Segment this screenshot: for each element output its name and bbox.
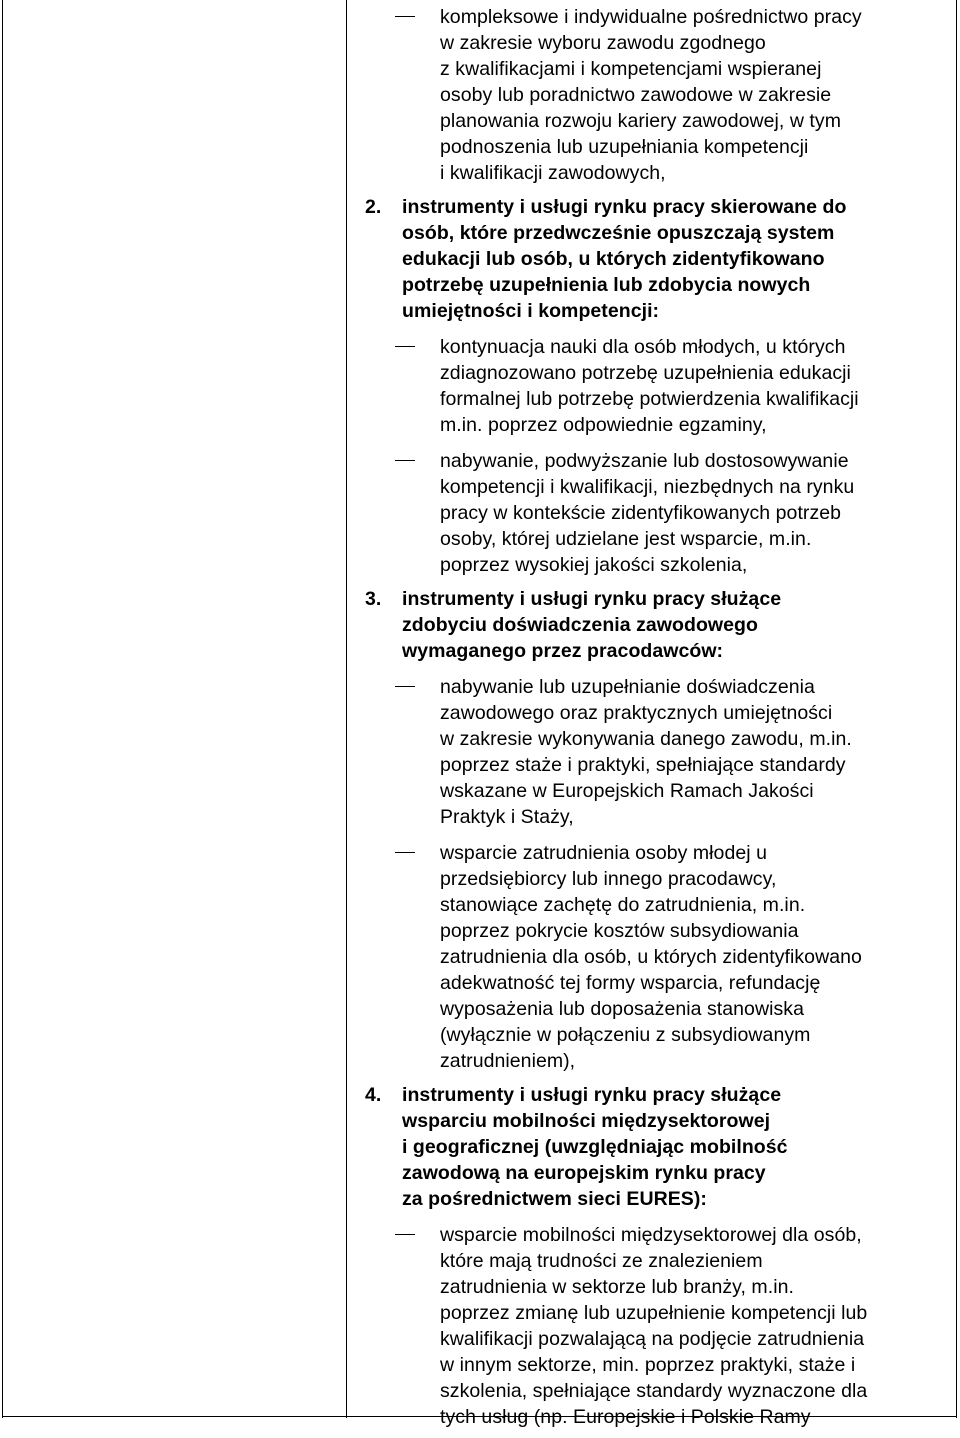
text-line: instrumenty i usługi rynku pracy skierowane do <box>402 196 847 218</box>
text-line: planowania rozwoju kariery zawodowej, w tym <box>440 110 841 132</box>
table-cell-content <box>365 4 945 1438</box>
spacer <box>365 578 945 586</box>
text-line: które mają trudności ze znalezieniem <box>440 1250 763 1272</box>
text-line: stanowiące zachętę do zatrudnienia, m.in. <box>440 894 806 916</box>
table-left-border <box>2 0 3 1418</box>
numbered-item <box>365 194 945 324</box>
text-line: kompetencji i kwalifikacji, niezbędnych na rynku <box>440 476 855 498</box>
table-column-divider <box>346 0 347 1418</box>
text-line: i kwalifikacji zawodowych, <box>440 162 666 184</box>
spacer <box>365 438 945 448</box>
text-line: wymaganego przez pracodawców: <box>402 640 724 662</box>
text-line: wsparciu mobilności międzysektorowej <box>402 1110 771 1132</box>
text-line: formalnej lub potrzebę potwierdzenia kwalifikacji <box>440 388 859 410</box>
dash-bullet-icon <box>395 346 415 347</box>
item-number: 3. <box>365 588 382 610</box>
text-line: przedsiębiorcy lub innego pracodawcy, <box>440 868 777 890</box>
bullet-item <box>365 1222 945 1430</box>
text-line: wskazane w Europejskich Ramach Jakości <box>440 780 814 802</box>
text-line: zdobyciu doświadczenia zawodowego <box>402 614 758 636</box>
numbered-item <box>365 1082 945 1212</box>
text-line: kontynuacja nauki dla osób młodych, u których <box>440 336 846 358</box>
text-line: instrumenty i usługi rynku pracy służące <box>402 588 782 610</box>
text-line: podnoszenia lub uzupełniania kompetencji <box>440 136 809 158</box>
text-line: poprzez pokrycie kosztów subsydiowania <box>440 920 799 942</box>
text-line: pracy w kontekście zidentyfikowanych potrzeb <box>440 502 842 524</box>
text-line: instrumenty i usługi rynku pracy służące <box>402 1084 782 1106</box>
dash-bullet-icon <box>395 1234 415 1235</box>
text-line: tych usług (np. Europejskie i Polskie Ramy <box>440 1406 811 1428</box>
bullet-item <box>365 840 945 1074</box>
text-line: wyposażenia lub doposażenia stanowiska <box>440 998 804 1020</box>
spacer <box>365 186 945 194</box>
text-line: edukacji lub osób, u których zidentyfikowano <box>402 248 825 270</box>
text-line: umiejętności i kompetencji: <box>402 300 660 322</box>
text-line: kwalifikacji pozwalającą na podjęcie zatrudnienia <box>440 1328 865 1350</box>
spacer <box>365 664 945 674</box>
text-line: i geograficznej (uwzględniając mobilność <box>402 1136 788 1158</box>
text-line: adekwatność tej formy wsparcia, refundację <box>440 972 821 994</box>
text-line: wsparcie mobilności międzysektorowej dla osób, <box>440 1224 862 1246</box>
text-line: osoby lub poradnictwo zawodowe w zakresie <box>440 84 832 106</box>
spacer <box>365 1074 945 1082</box>
item-heading <box>402 1082 945 1212</box>
text-line: w innym sektorze, min. poprzez praktyki, staże i <box>440 1354 856 1376</box>
bullet-item <box>365 448 945 578</box>
text-line: zatrudnienia w sektorze lub branży, m.in. <box>440 1276 794 1298</box>
text-line: poprzez zmianę lub uzupełnienie kompetencji lub <box>440 1302 868 1324</box>
text-line: nabywanie, podwyższanie lub dostosowywanie <box>440 450 849 472</box>
dash-bullet-icon <box>395 16 415 17</box>
spacer <box>365 1212 945 1222</box>
spacer <box>365 324 945 334</box>
numbered-item <box>365 586 945 664</box>
text-line: poprzez staże i praktyki, spełniające standardy <box>440 754 846 776</box>
text-line: osób, które przedwcześnie opuszczają system <box>402 222 835 244</box>
bullet-item <box>365 334 945 438</box>
text-line: z kwalifikacjami i kompetencjami wspieranej <box>440 58 822 80</box>
text-line: za pośrednictwem sieci EURES): <box>402 1188 707 1210</box>
text-line: potrzebę uzupełnienia lub zdobycia nowych <box>402 274 811 296</box>
item-heading <box>402 586 945 664</box>
text-line: (wyłącznie w połączeniu z subsydiowanym <box>440 1024 811 1046</box>
item-heading <box>402 194 945 324</box>
text-line: poprzez wysokiej jakości szkolenia, <box>440 554 748 576</box>
text-line: kompleksowe i indywidualne pośrednictwo pracy <box>440 6 862 28</box>
text-line: zawodowego oraz praktycznych umiejętności <box>440 702 833 724</box>
text-line: osoby, której udzielane jest wsparcie, m.in. <box>440 528 812 550</box>
dash-bullet-icon <box>395 460 415 461</box>
text-line: nabywanie lub uzupełnianie doświadczenia <box>440 676 815 698</box>
text-line: w zakresie wyboru zawodu zgodnego <box>440 32 766 54</box>
text-line: zdiagnozowano potrzebę uzupełnienia edukacji <box>440 362 851 384</box>
item-number: 2. <box>365 196 382 218</box>
text-line: Praktyk i Staży, <box>440 806 574 828</box>
dash-bullet-icon <box>395 852 415 853</box>
text-line: zatrudnienia dla osób, u których zidentyfikowano <box>440 946 862 968</box>
text-line: wsparcie zatrudnienia osoby młodej u <box>440 842 767 864</box>
spacer <box>365 1430 945 1438</box>
text-line: m.in. poprzez odpowiednie egzaminy, <box>440 414 767 436</box>
item-number: 4. <box>365 1084 382 1106</box>
dash-bullet-icon <box>395 686 415 687</box>
bullet-item <box>365 674 945 830</box>
table-right-border <box>956 0 957 1418</box>
text-line: zatrudnieniem), <box>440 1050 576 1072</box>
spacer <box>365 830 945 840</box>
text-line: zawodową na europejskim rynku pracy <box>402 1162 766 1184</box>
text-line: szkolenia, spełniające standardy wyznaczone dla <box>440 1380 868 1402</box>
text-line: w zakresie wykonywania danego zawodu, m.in. <box>440 728 852 750</box>
bullet-item <box>365 4 945 186</box>
